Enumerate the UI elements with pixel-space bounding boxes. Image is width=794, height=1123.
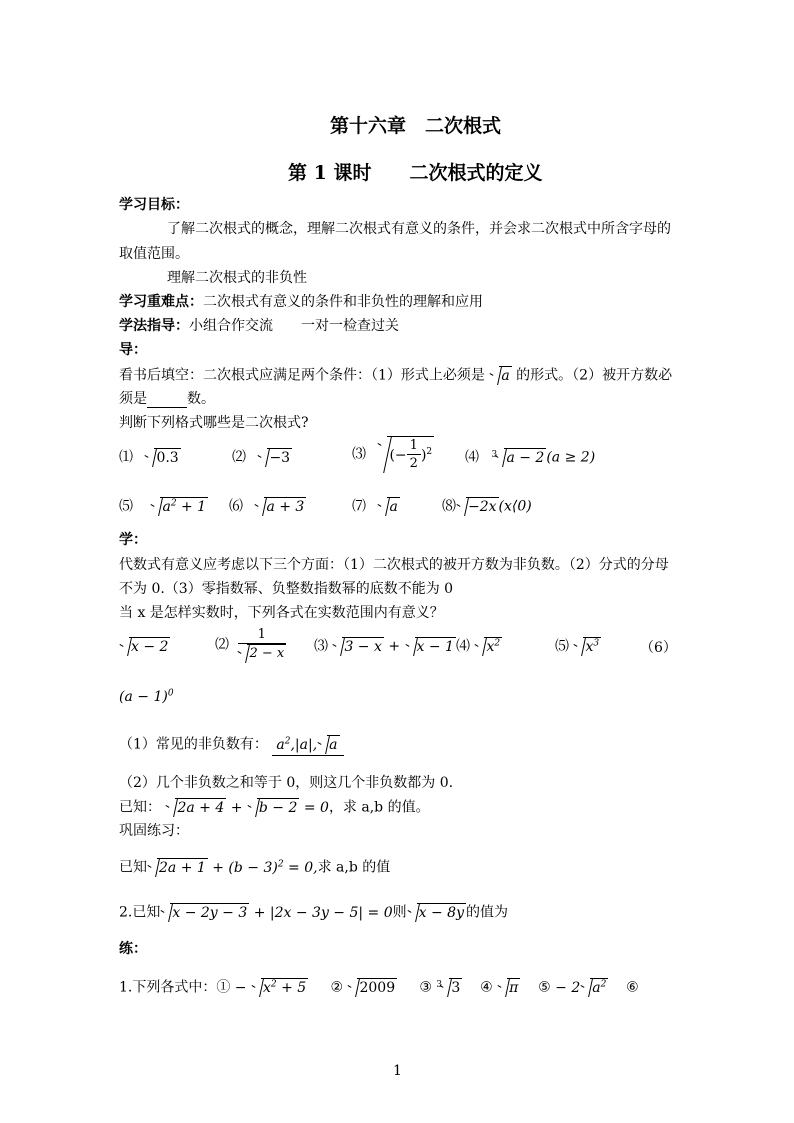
objectives-line-3: 理解二次根式的非负性 bbox=[167, 270, 307, 286]
chapter-title: 第十六章 二次根式 bbox=[330, 115, 502, 137]
judge-item-3: ⑶ (− $\frac{1}{2}$ )$^2$ bbox=[352, 438, 433, 471]
judge-item-5: ⑸ $a^2 + 1$ bbox=[119, 498, 207, 515]
expr-2: ⑵ $\frac{1}{2 - x}$ bbox=[215, 627, 285, 661]
item-number: ⑴ bbox=[119, 449, 133, 466]
study-question: 当 x 是怎样实数时，下列各式在实数范围内有意义？ bbox=[119, 605, 444, 621]
key-points-text: 二次根式有意义的条件和非负性的理解和应用 bbox=[203, 294, 483, 310]
practice-q1: 1.下列各式中：① − $x^2 + 5$ ② 2009 ③ 3 3 ④ π ⑤ − 2 $a^2$ ⑥ bbox=[119, 979, 639, 996]
exercise-2-mid: 则 bbox=[392, 904, 407, 921]
expr-6-label: （6） bbox=[640, 640, 677, 656]
exercise-2: 2.已知 x − 2y − 3 + |2x − 3y − 5| = 0则 x − 8y 的值为 bbox=[119, 904, 508, 921]
objectives-line-1: 了解二次根式的概念，理解二次根式有意义的条件，并会求二次根式中所含字母的 bbox=[167, 221, 671, 237]
mark-3: ③ bbox=[419, 979, 432, 996]
study-line-2: 不为 0.（3）零指数幂、负整数指数幂的底数不能为 0 bbox=[119, 581, 454, 597]
lesson-title: 第 1 课时 二次根式的定义 bbox=[288, 162, 543, 184]
item-number: ⑸ bbox=[119, 498, 133, 515]
guide-fill-line-1 bbox=[119, 366, 672, 385]
item-number: ⑶ bbox=[352, 446, 366, 463]
judge-item-4: ⑷ 3 a − 2 (a ≥ 2) bbox=[465, 449, 596, 466]
expr-5: ⑸ $x^3$ bbox=[555, 638, 600, 655]
judge-item-1: ⑴ 0.3 bbox=[119, 449, 179, 466]
exercise-1-prefix: 已知 bbox=[119, 859, 147, 876]
expr-1: x − 2 bbox=[119, 637, 170, 656]
mark-6: ⑥ bbox=[626, 979, 639, 996]
mark-4: ④ bbox=[480, 979, 493, 996]
item-number: ⑶ bbox=[314, 638, 328, 655]
exercise-1: 已知 $2a + 1 + (b - 3)^2 = 0$,求 a,b 的值 bbox=[119, 858, 391, 876]
objectives-label: 学习目标： bbox=[119, 197, 189, 213]
judge-item-7: ⑺ a bbox=[352, 498, 398, 515]
method-label: 学法指导： bbox=[119, 318, 189, 334]
expr-4: ⑷ $x^2$ bbox=[456, 638, 501, 655]
item-number: ⑹ bbox=[229, 498, 243, 515]
guide-fill-a: 看书后填空：二次根式应满足两个条件：（1）形式上必须是 bbox=[119, 367, 485, 384]
guide-fill-c: 须是 bbox=[119, 391, 147, 407]
method bbox=[119, 317, 399, 335]
nonneg-examples: $a^2,|a|$, a bbox=[272, 735, 343, 756]
guide-question: 判断下列格式哪些是二次根式? bbox=[119, 415, 309, 431]
item-number: ⑷ bbox=[465, 449, 479, 466]
mark-2: ② bbox=[330, 979, 344, 996]
expr-3: ⑶ 3 − x + x − 1 bbox=[314, 638, 454, 655]
nonneg-text: （1）常见的非负数有： bbox=[119, 736, 268, 753]
practice-q1-text: 1.下列各式中： bbox=[119, 979, 217, 996]
expr-6: $(a - 1)^0$ bbox=[119, 688, 174, 705]
objectives-line-2: 取值范围。 bbox=[119, 246, 189, 262]
item-number: ⑻ bbox=[442, 498, 456, 515]
nonneg-line-2: （2）几个非负数之和等于 0，则这几个非负数都为 0. bbox=[119, 775, 454, 791]
item-number: ⑵ bbox=[215, 637, 229, 653]
guide-fill-d: 数。 bbox=[187, 391, 215, 407]
known-prefix: 已知： bbox=[119, 799, 161, 816]
mark-5: ⑤ bbox=[538, 979, 551, 996]
known-line: 已知： 2a + 4 + b − 2 = 0，求 a,b 的值。 bbox=[119, 799, 430, 816]
exercise-2-prefix: 2.已知 bbox=[119, 904, 161, 921]
page-number: 1 bbox=[393, 1063, 402, 1079]
known-suffix: ，求 a,b 的值。 bbox=[328, 799, 430, 816]
item-number: ⑸ bbox=[555, 638, 569, 655]
judge-item-8: ⑻ −2x (x⟨0) bbox=[442, 498, 532, 515]
key-points-label: 学习重难点： bbox=[119, 294, 203, 310]
nonneg-line-1 bbox=[119, 735, 344, 754]
exercise-1-suffix: 求 a,b 的值 bbox=[317, 859, 391, 876]
consolidate-label: 巩固练习： bbox=[119, 823, 189, 839]
item-number: ⑺ bbox=[352, 498, 366, 515]
judge-item-2: ⑵ −3 bbox=[232, 449, 291, 466]
item-number: ⑵ bbox=[232, 449, 246, 466]
answer-blank[interactable] bbox=[147, 393, 187, 408]
practice-label: 练： bbox=[119, 941, 147, 957]
sqrt-a-expression: a bbox=[490, 366, 511, 385]
guide-fill-line-2 bbox=[119, 390, 215, 408]
mark-1: ① bbox=[216, 979, 231, 996]
guide-label: 导： bbox=[119, 342, 147, 358]
guide-fill-b: 的形式。（2）被开方数必 bbox=[516, 367, 673, 384]
exercise-2-suffix: 的值为 bbox=[465, 904, 508, 921]
key-points bbox=[119, 293, 483, 311]
study-label: 学： bbox=[119, 532, 147, 548]
judge-item-6: ⑹ a + 3 bbox=[229, 498, 305, 515]
study-line-1: 代数式有意义应考虑以下三个方面：（1）二次根式的被开方数为非负数。（2）分式的分母 bbox=[119, 557, 669, 573]
item-number: ⑷ bbox=[456, 638, 470, 655]
method-text: 小组合作交流 一对一检查过关 bbox=[189, 318, 399, 334]
